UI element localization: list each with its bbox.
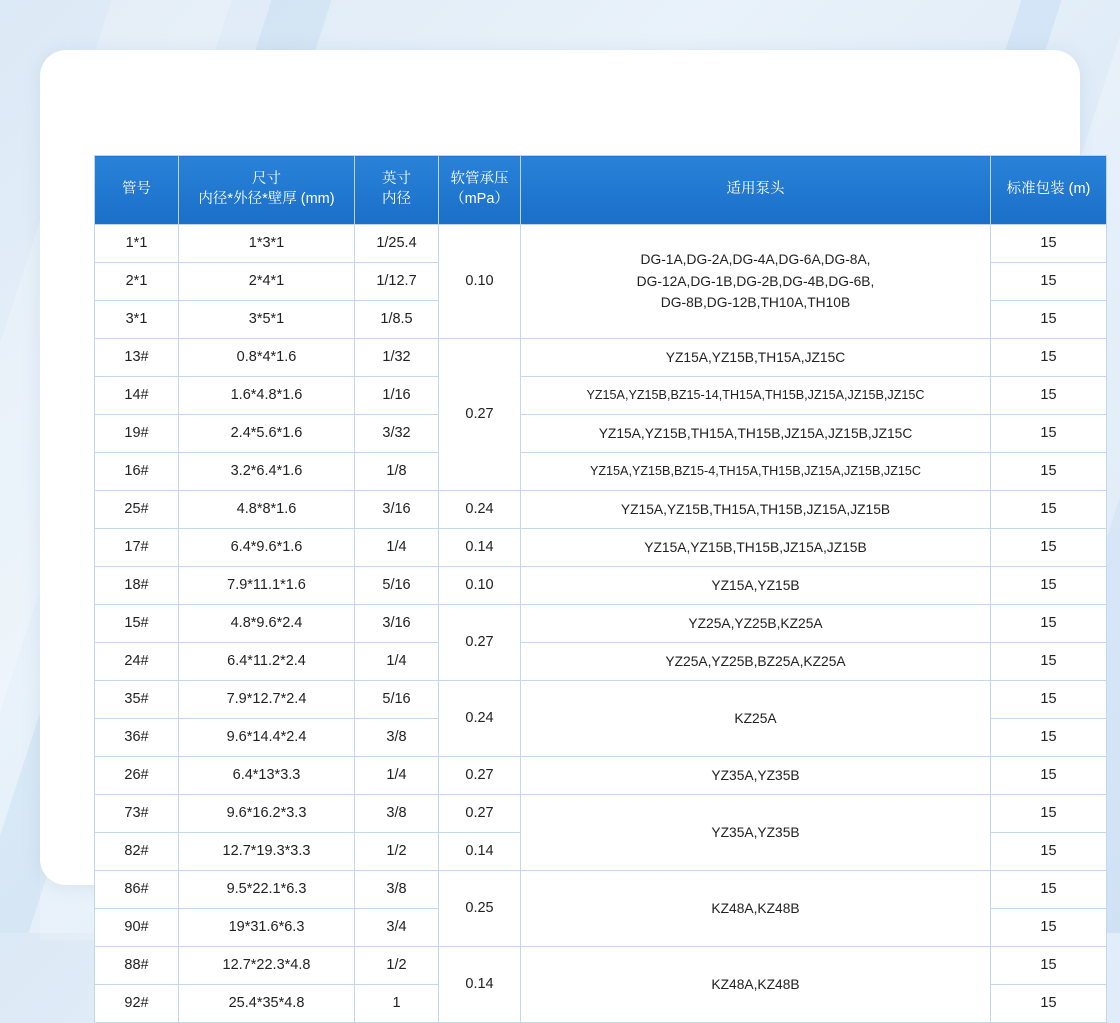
cell-pressure: 0.14 [439,833,521,871]
cell-size: 12.7*19.3*3.3 [179,833,355,871]
cell-inch: 5/16 [355,681,439,719]
cell-pump-head: YZ15A,YZ15B,TH15A,JZ15C [521,339,991,377]
table-row [95,491,1107,529]
spec-table-container [94,155,1106,1023]
cell-inch: 1/25.4 [355,225,439,263]
cell-pump-head: YZ25A,YZ25B,BZ25A,KZ25A [521,643,991,681]
cell-package: 15 [991,491,1107,529]
table-row [95,605,1107,643]
cell-pressure: 0.27 [439,757,521,795]
cell-tube-no: 25# [95,491,179,529]
cell-inch: 3/16 [355,491,439,529]
column-header-pressure [439,156,521,225]
cell-tube-no: 13# [95,339,179,377]
column-header-inch [355,156,439,225]
header-line-1: 尺寸 [252,171,281,188]
cell-tube-no: 2*1 [95,263,179,301]
cell-pump-head: YZ35A,YZ35B [521,757,991,795]
cell-package: 15 [991,339,1107,377]
cell-size: 12.7*22.3*4.8 [179,947,355,985]
cell-inch: 1/8.5 [355,301,439,339]
cell-inch: 1/4 [355,529,439,567]
cell-package: 15 [991,833,1107,871]
cell-inch: 3/8 [355,795,439,833]
cell-tube-no: 17# [95,529,179,567]
cell-size: 7.9*12.7*2.4 [179,681,355,719]
cell-inch: 1/32 [355,339,439,377]
cell-tube-no: 15# [95,605,179,643]
cell-pressure: 0.10 [439,567,521,605]
cell-size: 19*31.6*6.3 [179,909,355,947]
cell-size: 9.6*14.4*2.4 [179,719,355,757]
cell-size: 1*3*1 [179,225,355,263]
cell-package: 15 [991,985,1107,1023]
cell-pressure: 0.25 [439,871,521,947]
cell-tube-no: 1*1 [95,225,179,263]
cell-inch: 1/16 [355,377,439,415]
table-row [95,377,1107,415]
table-row [95,681,1107,719]
table-row [95,415,1107,453]
cell-tube-no: 73# [95,795,179,833]
column-header-size [179,156,355,225]
table-header [95,156,1107,225]
cell-pump-head: YZ15A,YZ15B [521,567,991,605]
cell-package: 15 [991,795,1107,833]
cell-inch: 1/2 [355,947,439,985]
cell-inch: 1/4 [355,757,439,795]
table-row [95,529,1107,567]
header-line-2: 内径*外径*壁厚 (mm) [198,191,335,207]
cell-size: 3.2*6.4*1.6 [179,453,355,491]
cell-inch: 3/8 [355,719,439,757]
cell-pump-head: KZ48A,KZ48B [521,947,991,1023]
cell-pressure: 0.27 [439,339,521,491]
cell-size: 0.8*4*1.6 [179,339,355,377]
cell-size: 9.5*22.1*6.3 [179,871,355,909]
table-row [95,757,1107,795]
cell-pressure: 0.14 [439,529,521,567]
cell-pressure: 0.27 [439,605,521,681]
cell-tube-no: 35# [95,681,179,719]
column-header-package [991,156,1107,225]
table-row [95,567,1107,605]
cell-size: 6.4*13*3.3 [179,757,355,795]
cell-pump-head: YZ25A,YZ25B,KZ25A [521,605,991,643]
cell-size: 9.6*16.2*3.3 [179,795,355,833]
cell-pump-head: KZ25A [521,681,991,757]
column-header-pump-head [521,156,991,225]
cell-pressure: 0.24 [439,681,521,757]
cell-package: 15 [991,681,1107,719]
table-header-row [95,156,1107,225]
table-row [95,947,1107,985]
table-body [95,225,1107,1023]
column-header-tube-no [95,156,179,225]
cell-size: 7.9*11.1*1.6 [179,567,355,605]
header-line-2: （mPa） [450,191,509,207]
cell-pump-head: YZ15A,YZ15B,TH15A,TH15B,JZ15A,JZ15B [521,491,991,529]
header-line-1: 适用泵头 [726,181,785,198]
cell-size: 6.4*11.2*2.4 [179,643,355,681]
cell-inch: 3/32 [355,415,439,453]
cell-size: 2*4*1 [179,263,355,301]
table-row [95,795,1107,833]
spec-card [40,50,1091,1012]
cell-tube-no: 36# [95,719,179,757]
cell-tube-no: 24# [95,643,179,681]
cell-package: 15 [991,719,1107,757]
cell-inch: 3/8 [355,871,439,909]
cell-package: 15 [991,453,1107,491]
header-line-2: 内径 [382,191,411,207]
cell-package: 15 [991,301,1107,339]
cell-pump-head: YZ15A,YZ15B,TH15A,TH15B,JZ15A,JZ15B,JZ15C [521,415,991,453]
cell-pump-head: YZ15A,YZ15B,BZ15-14,TH15A,TH15B,JZ15A,JZ15B,JZ15C [521,377,991,415]
cell-package: 15 [991,947,1107,985]
cell-inch: 1/2 [355,833,439,871]
cell-pump-head: DG-1A,DG-2A,DG-4A,DG-6A,DG-8A, DG-12A,DG-1B,DG-2B,DG-4B,DG-6B, DG-8B,DG-12B,TH10A,TH10B [521,225,991,339]
header-line-1: 软管承压 [450,171,509,188]
cell-pressure: 0.27 [439,795,521,833]
cell-tube-no: 86# [95,871,179,909]
cell-inch: 1/4 [355,643,439,681]
cell-tube-no: 26# [95,757,179,795]
cell-package: 15 [991,909,1107,947]
cell-tube-no: 92# [95,985,179,1023]
cell-size: 4.8*9.6*2.4 [179,605,355,643]
cell-package: 15 [991,757,1107,795]
cell-tube-no: 19# [95,415,179,453]
cell-inch: 3/4 [355,909,439,947]
cell-tube-no: 16# [95,453,179,491]
cell-pressure: 0.10 [439,225,521,339]
cell-pump-head: YZ35A,YZ35B [521,795,991,871]
cell-inch: 3/16 [355,605,439,643]
cell-tube-no: 3*1 [95,301,179,339]
table-row [95,453,1107,491]
cell-tube-no: 90# [95,909,179,947]
cell-size: 25.4*35*4.8 [179,985,355,1023]
cell-inch: 1 [355,985,439,1023]
cell-tube-no: 18# [95,567,179,605]
cell-package: 15 [991,377,1107,415]
cell-pressure: 0.24 [439,491,521,529]
cell-pump-head: KZ48A,KZ48B [521,871,991,947]
cell-package: 15 [991,643,1107,681]
header-line-1: 管号 [122,181,151,198]
cell-package: 15 [991,415,1107,453]
table-row [95,643,1107,681]
cell-package: 15 [991,605,1107,643]
header-line-1: 标准包装 (m) [1006,181,1091,198]
cell-package: 15 [991,871,1107,909]
hose-specification-table [94,155,1107,1023]
cell-package: 15 [991,529,1107,567]
table-row [95,339,1107,377]
cell-pump-head: YZ15A,YZ15B,TH15B,JZ15A,JZ15B [521,529,991,567]
cell-size: 4.8*8*1.6 [179,491,355,529]
cell-size: 1.6*4.8*1.6 [179,377,355,415]
cell-package: 15 [991,263,1107,301]
cell-pump-head: YZ15A,YZ15B,BZ15-4,TH15A,TH15B,JZ15A,JZ15B,JZ15C [521,453,991,491]
cell-tube-no: 88# [95,947,179,985]
cell-size: 6.4*9.6*1.6 [179,529,355,567]
cell-inch: 1/12.7 [355,263,439,301]
cell-package: 15 [991,225,1107,263]
cell-package: 15 [991,567,1107,605]
header-line-1: 英寸 [382,171,411,188]
cell-inch: 5/16 [355,567,439,605]
cell-inch: 1/8 [355,453,439,491]
cell-pressure: 0.14 [439,947,521,1023]
table-row [95,225,1107,263]
table-row [95,871,1107,909]
cell-size: 3*5*1 [179,301,355,339]
cell-tube-no: 14# [95,377,179,415]
cell-size: 2.4*5.6*1.6 [179,415,355,453]
cell-tube-no: 82# [95,833,179,871]
